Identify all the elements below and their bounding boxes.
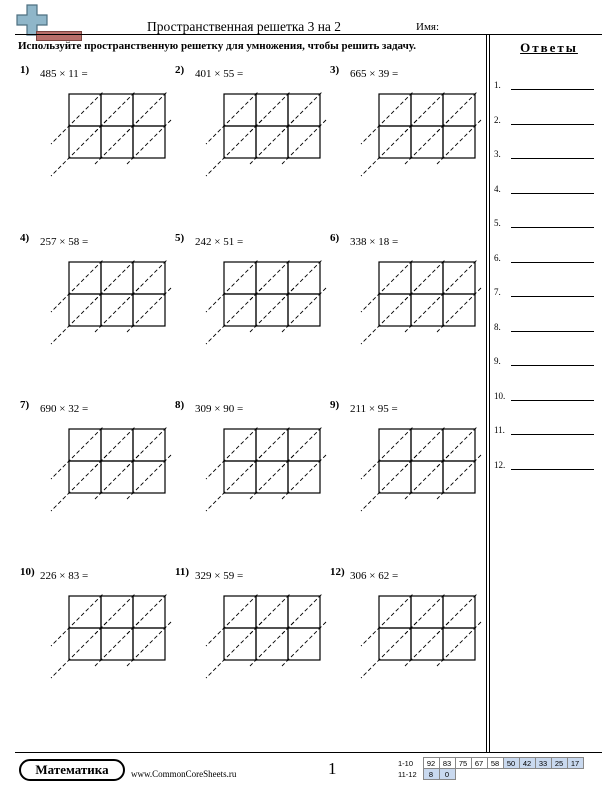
answer-blank[interactable] bbox=[511, 262, 594, 263]
answer-blank[interactable] bbox=[511, 227, 594, 228]
problem-number: 12) bbox=[330, 566, 345, 578]
name-label: Имя: bbox=[416, 21, 440, 33]
answer-blank[interactable] bbox=[511, 158, 594, 159]
problem-expression: 485 × 11 = bbox=[40, 68, 88, 80]
score-row-label: 11-12 bbox=[398, 769, 417, 779]
lattice-diagonal bbox=[437, 455, 481, 499]
score-cell: 17 bbox=[567, 758, 583, 769]
lattice-diagonal bbox=[51, 260, 107, 312]
score-row bbox=[398, 758, 583, 769]
lattice-diagonal bbox=[206, 260, 262, 312]
lattice-grid bbox=[344, 260, 484, 380]
lattice-diagonal bbox=[127, 288, 171, 332]
answer-blank[interactable] bbox=[511, 193, 594, 194]
answer-blank[interactable] bbox=[511, 296, 594, 297]
lattice-diagonal bbox=[206, 594, 262, 646]
score-row bbox=[398, 769, 583, 780]
problem-number: 10) bbox=[20, 566, 35, 578]
problem-11 bbox=[175, 566, 325, 726]
lattice-diagonal bbox=[361, 427, 417, 479]
logo-icon bbox=[14, 4, 70, 38]
score-cell: 50 bbox=[503, 758, 519, 769]
answer-blank[interactable] bbox=[511, 124, 594, 125]
answer-number: 6. bbox=[494, 252, 501, 263]
problem-expression: 226 × 83 = bbox=[40, 570, 89, 582]
lattice-diagonal bbox=[51, 288, 107, 344]
answer-row bbox=[494, 80, 598, 94]
problem-10 bbox=[20, 566, 170, 726]
lattice-grid bbox=[34, 260, 174, 380]
answer-row bbox=[494, 391, 598, 405]
instructions: Используйте пространственную решетку для умножения, чтобы решить задачу. bbox=[18, 40, 416, 52]
problem-6 bbox=[330, 232, 480, 392]
lattice-grid bbox=[189, 427, 329, 547]
answer-number: 2. bbox=[494, 114, 501, 125]
score-cell: 33 bbox=[535, 758, 551, 769]
lattice-diagonal bbox=[51, 622, 107, 678]
lattice-diagonal bbox=[51, 594, 107, 646]
answer-blank[interactable] bbox=[511, 469, 594, 470]
answer-number: 12. bbox=[494, 459, 506, 470]
lattice-diagonal bbox=[127, 455, 171, 499]
answer-number: 3. bbox=[494, 149, 501, 159]
answer-number: 7. bbox=[494, 287, 501, 297]
problem-number: 3) bbox=[330, 64, 340, 76]
problem-expression: 242 × 51 = bbox=[195, 236, 244, 248]
lattice-diagonal bbox=[282, 455, 326, 499]
score-row-label: 1-10 bbox=[398, 758, 414, 768]
answer-row bbox=[494, 218, 598, 232]
lattice-diagonal bbox=[206, 120, 262, 176]
answer-number: 1. bbox=[494, 80, 501, 90]
problem-number: 6) bbox=[330, 232, 340, 244]
score-cell: 0 bbox=[439, 769, 455, 780]
problem-expression: 211 × 95 = bbox=[350, 403, 398, 415]
problem-number: 5) bbox=[175, 232, 185, 244]
page-number: 1 bbox=[328, 759, 337, 778]
lattice-diagonal bbox=[361, 455, 417, 511]
footer-divider bbox=[15, 752, 602, 753]
lattice-diagonal bbox=[51, 455, 107, 511]
header-divider bbox=[15, 34, 602, 35]
lattice-diagonal bbox=[405, 455, 449, 499]
answer-row bbox=[494, 149, 598, 163]
lattice-diagonal bbox=[361, 288, 417, 344]
lattice-diagonal bbox=[361, 92, 417, 144]
lattice-diagonal bbox=[361, 622, 417, 678]
score-cell: 75 bbox=[455, 758, 471, 769]
lattice-diagonal bbox=[361, 260, 417, 312]
answer-row bbox=[494, 287, 598, 301]
problem-expression: 257 × 58 = bbox=[40, 236, 89, 248]
score-cell: 8 bbox=[423, 769, 439, 780]
problem-expression: 338 × 18 = bbox=[350, 236, 399, 248]
problem-5 bbox=[175, 232, 325, 392]
answer-number: 5. bbox=[494, 218, 501, 228]
answer-number: 4. bbox=[494, 183, 501, 194]
problem-number: 8) bbox=[175, 399, 185, 411]
lattice-diagonal bbox=[206, 288, 262, 344]
problem-number: 1) bbox=[20, 64, 30, 76]
answer-divider-right bbox=[489, 34, 490, 752]
problem-expression: 306 × 62 = bbox=[350, 570, 399, 582]
lattice-grid bbox=[34, 594, 174, 714]
answer-row bbox=[494, 425, 598, 439]
answer-divider-left bbox=[486, 34, 487, 752]
problem-number: 2) bbox=[175, 64, 185, 76]
lattice-diagonal bbox=[250, 288, 294, 332]
problem-number: 7) bbox=[20, 399, 30, 411]
answer-number: 11. bbox=[494, 425, 505, 435]
lattice-diagonal bbox=[282, 288, 326, 332]
problem-number: 9) bbox=[330, 399, 340, 411]
problem-3 bbox=[330, 64, 480, 224]
problem-12 bbox=[330, 566, 480, 726]
lattice-grid bbox=[189, 92, 329, 212]
score-cell: 42 bbox=[519, 758, 535, 769]
lattice-grid bbox=[189, 594, 329, 714]
lattice-grid bbox=[344, 594, 484, 714]
lattice-diagonal bbox=[250, 455, 294, 499]
score-cell: 58 bbox=[487, 758, 503, 769]
problem-2 bbox=[175, 64, 325, 224]
answer-row bbox=[494, 253, 598, 267]
problem-4 bbox=[20, 232, 170, 392]
answer-blank[interactable] bbox=[511, 89, 594, 90]
lattice-grid bbox=[344, 92, 484, 212]
answer-row bbox=[494, 184, 598, 198]
lattice-diagonal bbox=[206, 427, 262, 479]
lattice-diagonal bbox=[361, 594, 417, 646]
lattice-grid bbox=[34, 92, 174, 212]
lattice-diagonal bbox=[437, 288, 481, 332]
problem-7 bbox=[20, 399, 170, 559]
lattice-grid bbox=[344, 427, 484, 547]
answer-number: 9. bbox=[494, 356, 501, 366]
answer-blank[interactable] bbox=[511, 365, 594, 366]
problem-number: 4) bbox=[20, 232, 30, 244]
problem-1 bbox=[20, 64, 170, 224]
score-cell: 83 bbox=[439, 758, 455, 769]
lattice-diagonal bbox=[405, 288, 449, 332]
score-table bbox=[398, 757, 584, 780]
problem-8 bbox=[175, 399, 325, 559]
answer-row bbox=[494, 115, 598, 129]
lattice-diagonal bbox=[206, 455, 262, 511]
score-cell: 67 bbox=[471, 758, 487, 769]
answer-row bbox=[494, 322, 598, 336]
problem-number: 11) bbox=[175, 566, 190, 578]
site-url[interactable]: www.CommonCoreSheets.ru bbox=[131, 769, 237, 779]
lattice-diagonal bbox=[51, 120, 107, 176]
subject-badge: Математика bbox=[19, 759, 125, 781]
score-cell: 92 bbox=[423, 758, 439, 769]
answer-row bbox=[494, 356, 598, 370]
answers-heading: Ответы bbox=[520, 40, 578, 55]
problem-expression: 690 × 32 = bbox=[40, 403, 89, 415]
problem-expression: 401 × 55 = bbox=[195, 68, 244, 80]
lattice-grid bbox=[34, 427, 174, 547]
answer-blank[interactable] bbox=[511, 400, 594, 401]
score-cell: 25 bbox=[551, 758, 567, 769]
answer-number: 8. bbox=[494, 321, 501, 332]
problem-expression: 329 × 59 = bbox=[195, 570, 244, 582]
answer-blank[interactable] bbox=[511, 331, 594, 332]
lattice-diagonal bbox=[361, 120, 417, 176]
lattice-diagonal bbox=[206, 92, 262, 144]
problem-expression: 309 × 90 = bbox=[195, 403, 244, 415]
lattice-grid bbox=[189, 260, 329, 380]
problem-9 bbox=[330, 399, 480, 559]
answer-blank[interactable] bbox=[511, 434, 594, 435]
lattice-diagonal bbox=[51, 427, 107, 479]
lattice-diagonal bbox=[51, 92, 107, 144]
lattice-diagonal bbox=[206, 622, 262, 678]
answer-row bbox=[494, 460, 598, 474]
answer-number: 10. bbox=[494, 390, 506, 401]
problem-expression: 665 × 39 = bbox=[350, 68, 399, 80]
page-title: Пространственная решетка 3 на 2 bbox=[147, 19, 342, 34]
